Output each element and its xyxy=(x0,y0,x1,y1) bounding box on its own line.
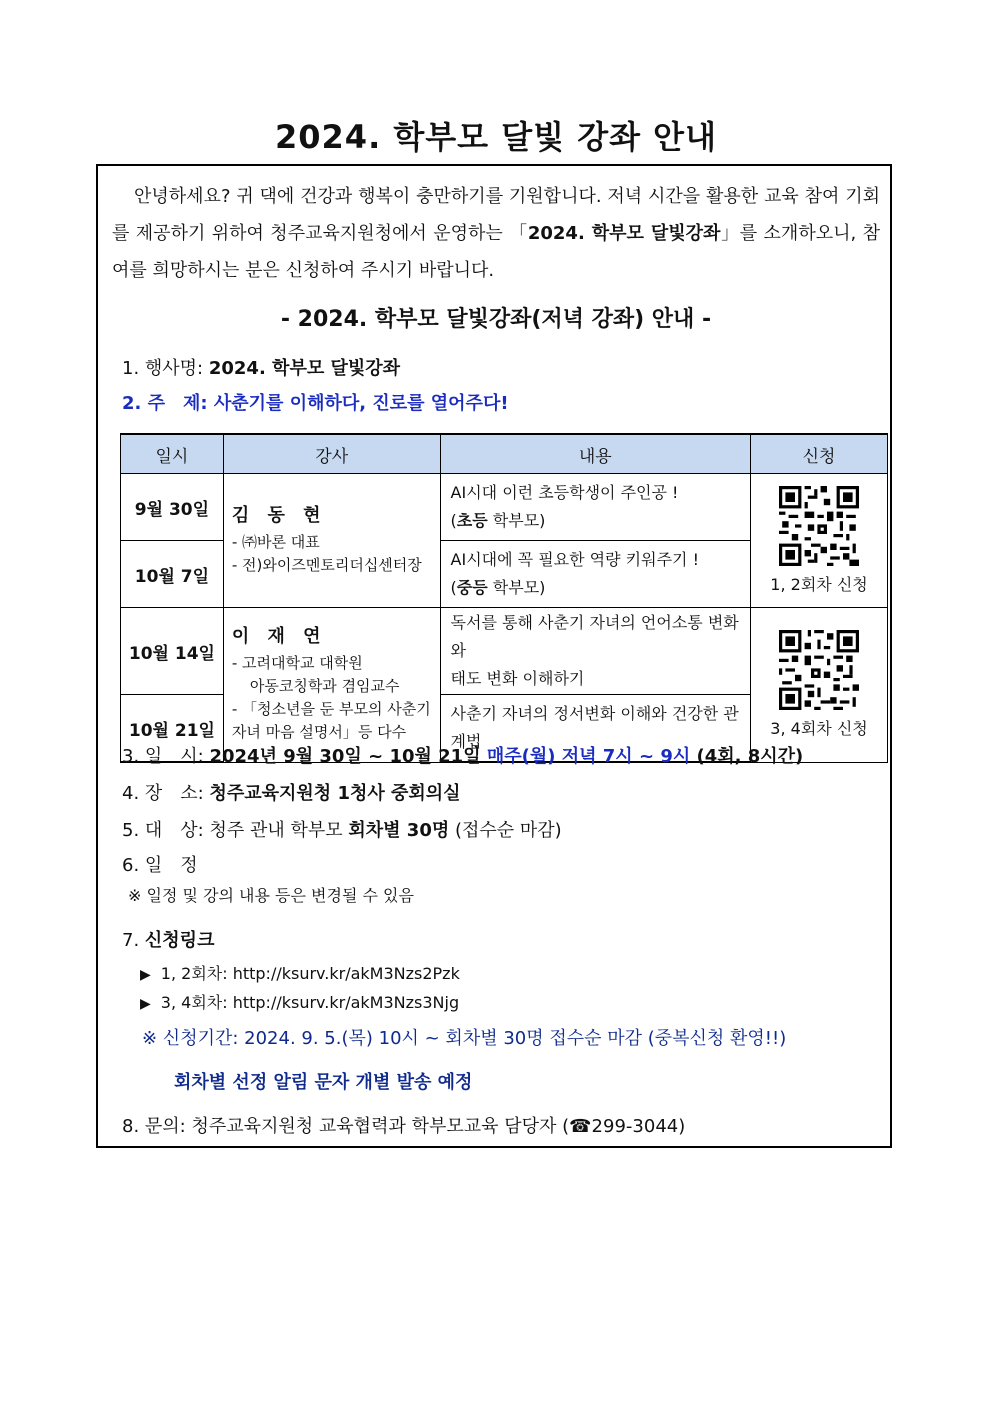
session-content: AI시대에 꼭 필요한 역량 키워주기 ! (중등 학부모) xyxy=(440,541,751,608)
session-content: 독서를 통해 사춘기 자녀의 언어소통 변화와 태도 변화 이해하기 xyxy=(440,608,751,695)
lecturer-name: 김 동 현 xyxy=(231,505,327,526)
schedule-table xyxy=(120,433,888,763)
link-url-2[interactable]: http://ksurv.kr/akM3Nzs3Njg xyxy=(232,993,460,1012)
triangle-right-icon: ▶ xyxy=(140,996,151,1012)
phone-number: ☎299-3044 xyxy=(569,1116,679,1137)
table-row xyxy=(121,608,888,695)
apply-cell xyxy=(751,474,888,608)
item-contact: 8. 문의: 청주교육지원청 교육협력과 학부모교육 담당자 (☎299-3044) xyxy=(122,1116,686,1137)
page-title: 2024. 학부모 달빛 강좌 안내 xyxy=(275,118,717,156)
section-subheading: - 2024. 학부모 달빛강좌(저녁 강좌) 안내 - xyxy=(280,307,712,332)
lecturer-cell: 김 동 현 - ㈜바론 대표 - 전)와이즈멘토리더십센터장 xyxy=(223,474,440,608)
qr-code-icon[interactable] xyxy=(779,486,859,566)
session-date: 10월 7일 xyxy=(121,541,224,608)
schedule-note: ※ 일정 및 강의 내용 등은 변경될 수 있음 xyxy=(128,886,414,905)
apply-link-1: ▶ 1, 2회차: http://ksurv.kr/akM3Nzs2Pzk xyxy=(140,964,460,983)
apply-period: ※ 신청기간: 2024. 9. 5.(목) 10시 ~ 회차별 30명 접수순 마감 (중복신청 환영!!) xyxy=(142,1028,787,1049)
header-content: 내용 xyxy=(440,434,751,474)
apply-label: 1, 2회차 신청 xyxy=(770,575,868,594)
session-date: 10월 21일 xyxy=(121,695,224,763)
item-target: 5. 대 상: 청주 관내 학부모 회차별 30명 (접수순 마감) xyxy=(122,820,562,841)
item-schedule: 6. 일 정 xyxy=(122,855,198,876)
session-date: 9월 30일 xyxy=(121,474,224,541)
lecturer-cell: 이 재 연 - 고려대학교 대학원 아동코칭학과 겸임교수 - 「청소년을 둔 부모의 사춘기 자녀 마음 설명서」등 다수 xyxy=(223,608,440,763)
lecturer-name: 이 재 연 xyxy=(231,626,327,648)
intro-bold: 2024. 학부모 달빛강좌 xyxy=(527,223,721,244)
table-header-row xyxy=(121,434,888,474)
item-venue: 4. 장 소: 청주교육지원청 1청사 중회의실 xyxy=(122,783,461,804)
table-row xyxy=(121,474,888,541)
item-event-name: 1. 행사명: 2024. 학부모 달빛강좌 xyxy=(122,358,401,379)
item-topic: 2. 주 제: 사춘기를 이해하다, 진로를 열어주다! xyxy=(122,393,509,414)
selection-notice: 회차별 선정 알림 문자 개별 발송 예정 xyxy=(174,1072,473,1093)
item-apply-links: 7. 신청링크 xyxy=(122,930,215,951)
intro-text-2: 」를 소개하오니, 참여를 희망하시는 분은 신청하여 주시기 바랍니다. xyxy=(112,223,880,281)
link-url-1[interactable]: http://ksurv.kr/akM3Nzs2Pzk xyxy=(232,964,460,983)
header-date: 일시 xyxy=(121,434,224,474)
intro-text-1: 안녕하세요? 귀 댁에 건강과 행복이 충만하기를 기원합니다. 저녁 시간을 활용한 교육 참여 기회를 제공하기 위하여 청주교육지원청에서 운영하는 「 xyxy=(112,186,880,244)
item-datetime: 3. 일 시: 2024년 9월 30일 ~ 10월 21일 매주(월) 저녁 7시 ~ 9시 (4회, 8시간) xyxy=(122,746,804,767)
apply-link-2: ▶ 3, 4회차: http://ksurv.kr/akM3Nzs3Njg xyxy=(140,993,460,1012)
header-lecturer: 강사 xyxy=(223,434,440,474)
session-content: AI시대 이런 초등학생이 주인공 ! (초등 학부모) xyxy=(440,474,751,541)
header-apply: 신청 xyxy=(751,434,888,474)
apply-label: 3, 4회차 신청 xyxy=(770,719,868,739)
triangle-right-icon: ▶ xyxy=(140,967,151,983)
session-date: 10월 14일 xyxy=(121,608,224,695)
intro-paragraph xyxy=(112,178,880,289)
apply-cell xyxy=(751,608,888,763)
qr-code-icon[interactable] xyxy=(779,630,859,710)
session-content: 사춘기 자녀의 정서변화 이해와 건강한 관계법 xyxy=(440,695,751,763)
content-box xyxy=(96,164,892,1148)
